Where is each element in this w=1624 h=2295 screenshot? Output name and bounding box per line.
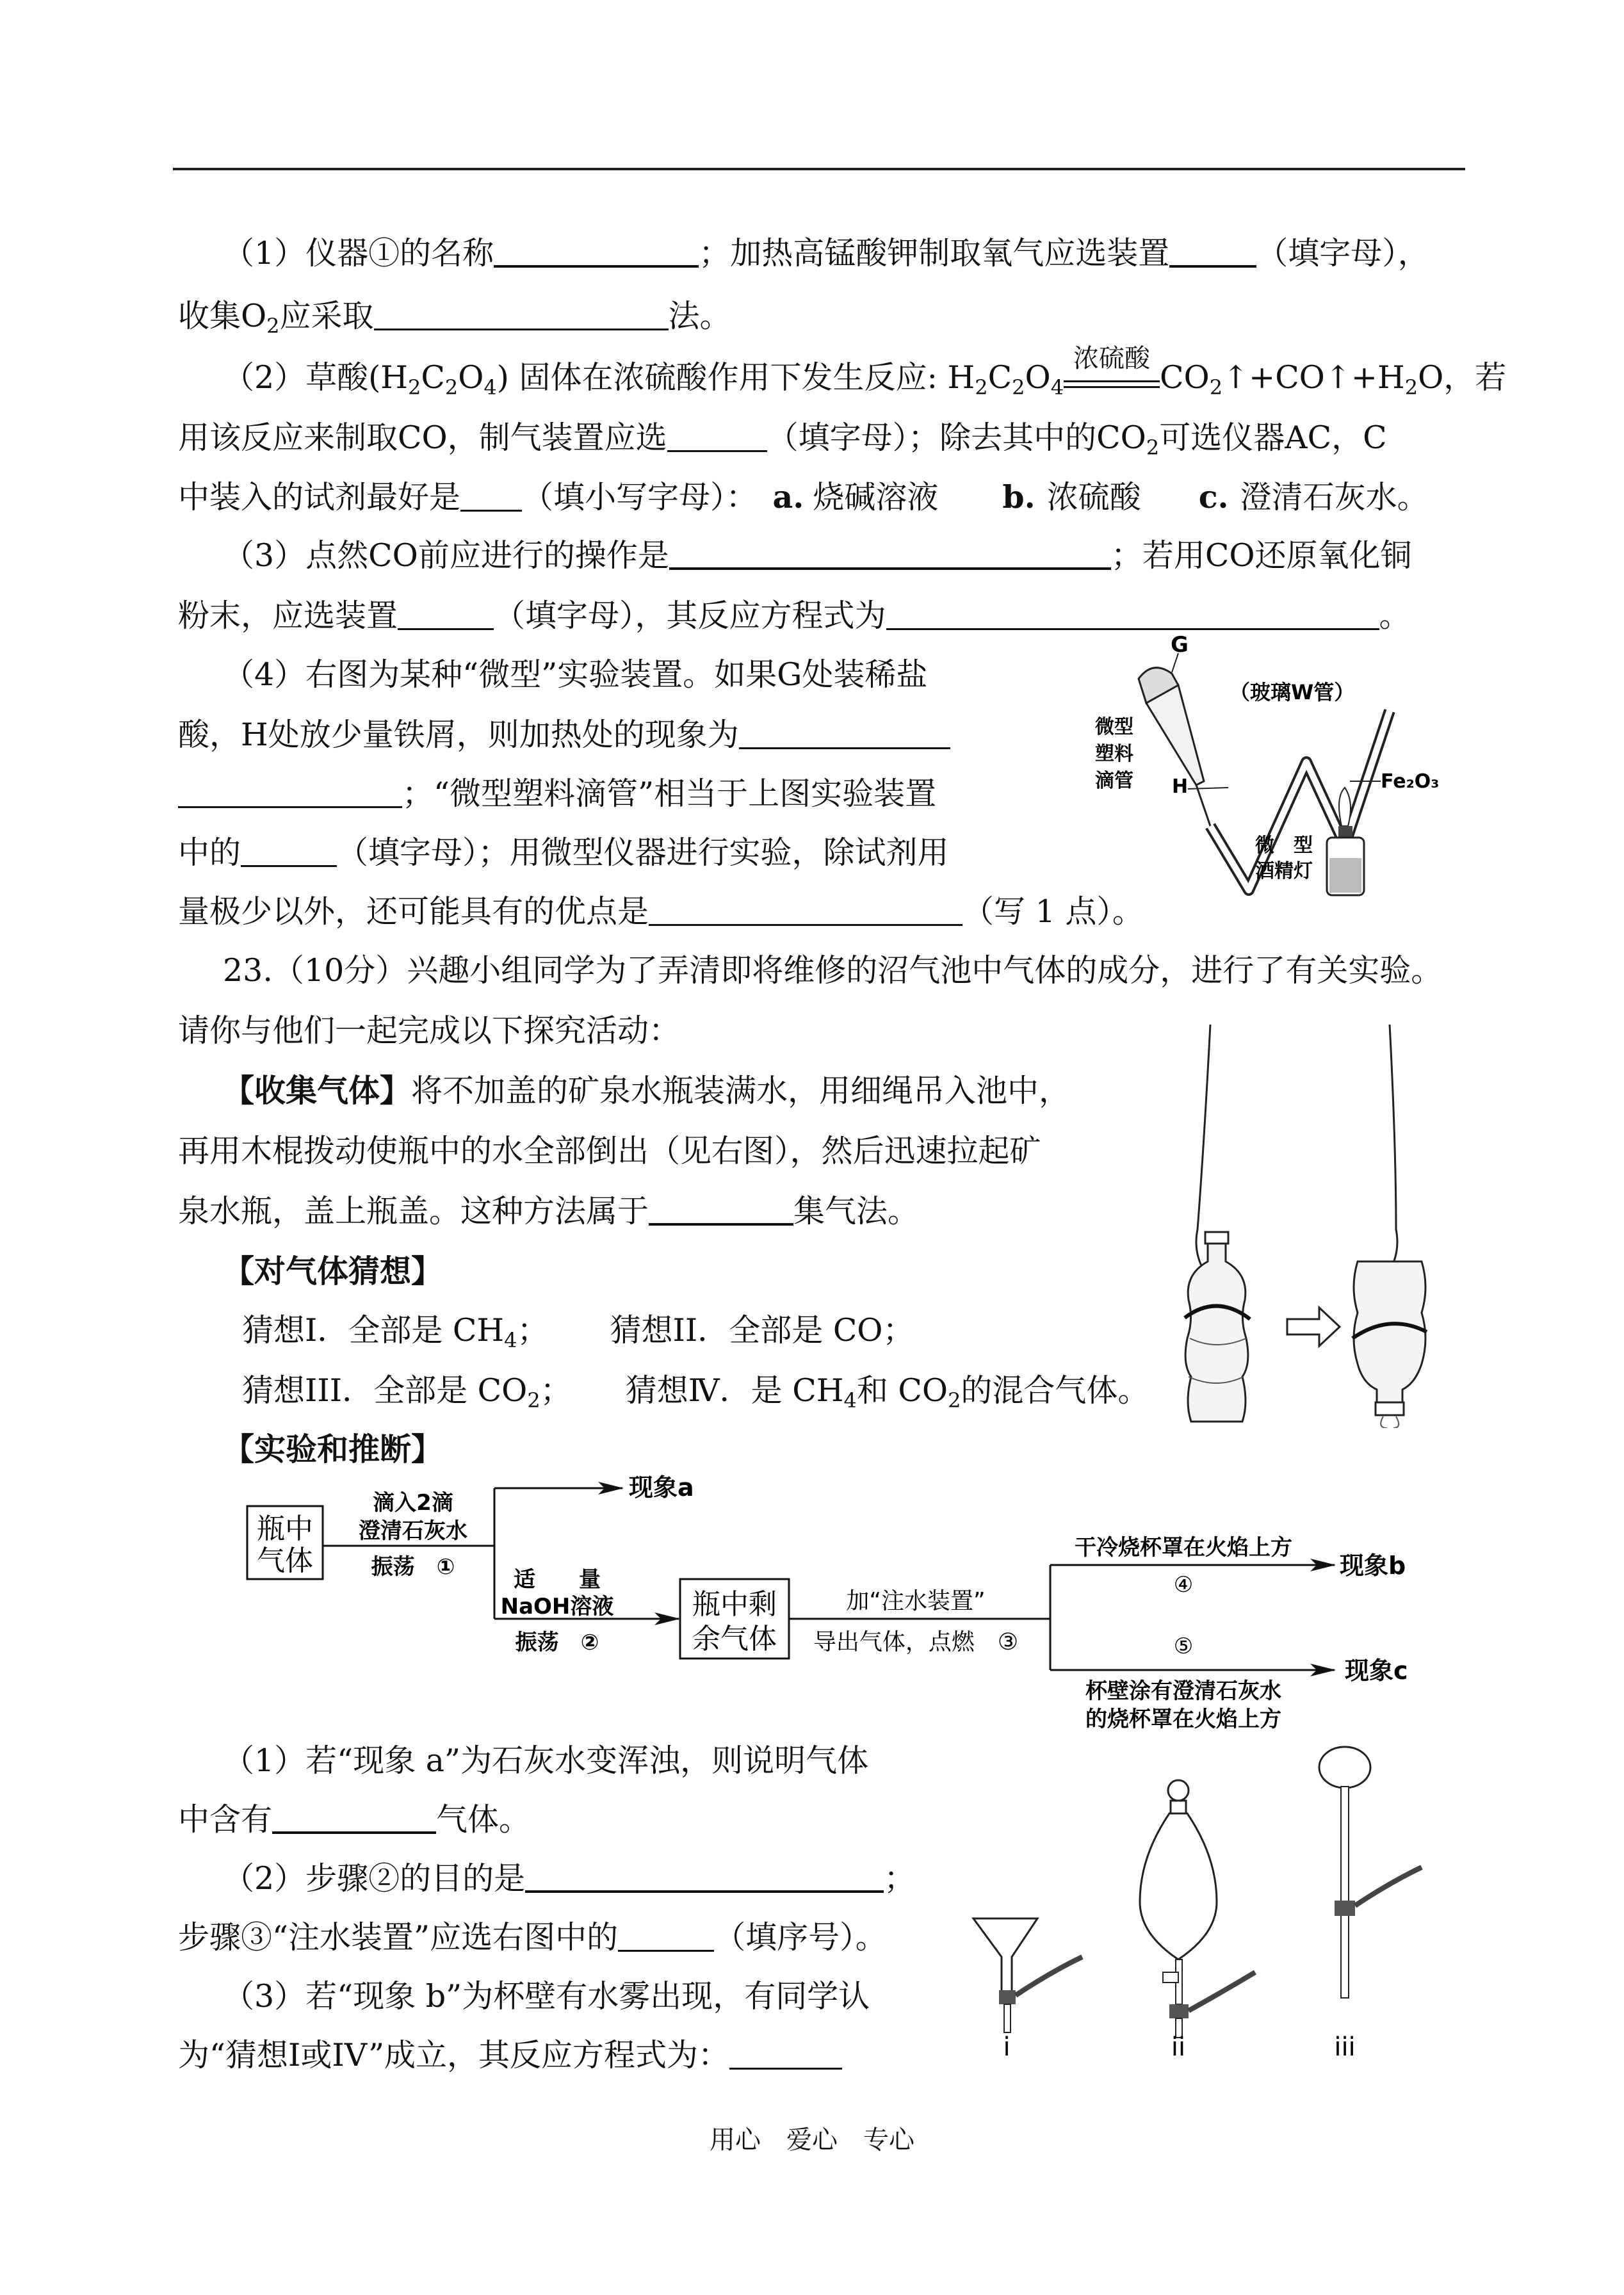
svg-text:ii: ii	[1171, 2032, 1186, 2062]
water-bottle-inverted	[1352, 1261, 1427, 1428]
q23-s3-line1: （3）若“现象 b”为杯壁有水雾出现，有同学认	[223, 1978, 870, 2015]
answer-blank[interactable]	[460, 480, 522, 512]
q23-s1-line1: （1）若“现象 a”为石灰水变浑浊，则说明气体	[223, 1742, 869, 1779]
q23-collect-line3: 泉水瓶，盖上瓶盖。这种方法属于 集气法。	[178, 1193, 920, 1229]
reaction-condition: 浓硫酸	[1073, 344, 1151, 373]
svg-text:i: i	[1003, 2032, 1011, 2062]
svg-text:澄清石灰水: 澄清石灰水	[359, 1518, 467, 1544]
water-bottle-upright	[1185, 1232, 1250, 1422]
svg-text:微 型: 微 型	[1255, 834, 1313, 857]
q22-part2-line3: 中装入的试剂最好是 （填小写字母）： a. 烧碱溶液 b. 浓硫酸 c. 澄清石灰水。	[178, 478, 1429, 515]
q22-part4-line2: 酸，H处放少量铁屑，则加热处的现象为	[178, 716, 950, 754]
svg-text:G: G	[1171, 634, 1189, 658]
svg-text:振荡 ②: 振荡 ②	[515, 1630, 599, 1655]
svg-text:酒精灯: 酒精灯	[1255, 860, 1313, 882]
answer-blank[interactable]	[649, 1194, 793, 1226]
svg-text:H: H	[1172, 775, 1189, 798]
q23-guess-line2: 猜想III．全部是 $CO_2$； 猜想Ⅳ．是 $CH_4$和 $CO_2$的混合气体。	[242, 1372, 1149, 1413]
answer-blank[interactable]	[649, 895, 962, 926]
answer-blank[interactable]	[729, 2038, 842, 2070]
q22-part4-line4: 中的 （填字母）；用微型仪器进行实验，除试剂用	[178, 834, 949, 871]
answer-blank[interactable]	[178, 777, 402, 808]
micro-apparatus-figure	[1082, 634, 1479, 903]
svg-text:气体: 气体	[257, 1545, 313, 1577]
svg-text:的烧杯罩在火焰上方: 的烧杯罩在火焰上方	[1085, 1707, 1281, 1732]
q23-s2-line1: （2）步骤②的目的是 ；	[223, 1860, 916, 1897]
svg-text:瓶中剩: 瓶中剩	[692, 1588, 777, 1621]
q22-part2-line1: （2）草酸$(H_2C_2O_4)$ 固体在浓硫酸作用下发生反应: $H_2C_2O_4$ 浓硫酸 $CO_2↑+CO↑+H_2O$，若	[223, 344, 1507, 400]
q23-collect-line2: 再用木棍拨动使瓶中的水全部倒出（见右图），然后迅速拉起矿	[178, 1133, 1041, 1169]
q23-guess-heading: 【对气体猜想】	[223, 1253, 443, 1290]
svg-text:⑤: ⑤	[1173, 1634, 1194, 1659]
micro-dropper	[1139, 668, 1210, 826]
svg-text:现象b: 现象b	[1340, 1552, 1406, 1580]
q23-guess-line1: 猜想I．全部是 $CH_4$； 猜想II．全部是 CO；	[242, 1312, 914, 1352]
answer-blank[interactable]	[374, 299, 669, 330]
answer-blank[interactable]	[669, 538, 1111, 570]
svg-text:NaOH溶液: NaOH溶液	[500, 1594, 614, 1619]
svg-text:余气体: 余气体	[692, 1623, 777, 1655]
svg-text:杯壁涂有澄清石灰水: 杯壁涂有澄清石灰水	[1085, 1678, 1281, 1704]
water-injection-devices-figure	[948, 1742, 1434, 2062]
answer-blank[interactable]	[398, 599, 494, 630]
q22-part1-line2: 收集$O_2$应采取 法。	[178, 298, 731, 338]
svg-text:加“注水装置”: 加“注水装置”	[846, 1588, 986, 1614]
answer-blank[interactable]	[739, 718, 950, 749]
svg-text:滴管: 滴管	[1095, 770, 1133, 792]
svg-text:导出气体，点燃 ③: 导出气体，点燃 ③	[813, 1629, 1019, 1655]
answer-blank[interactable]	[1169, 236, 1256, 268]
svg-text:滴入2滴: 滴入2滴	[373, 1490, 453, 1516]
q22-part4-line3: ；“微型塑料滴管”相当于上图实验装置	[178, 775, 936, 813]
footer: 用心 爱心 专心	[710, 2125, 914, 2155]
q22-part4-line1: （4）右图为某种“微型”实验装置。如果G处装稀盐	[223, 656, 928, 693]
funnel-i	[973, 1918, 1082, 2062]
q22-part2-line2: 用该反应来制取CO，制气装置应选 （填字母）；除去其中的$CO_2$可选仪器AC，C	[178, 419, 1387, 460]
svg-text:适 量: 适 量	[514, 1567, 601, 1593]
answer-blank[interactable]	[618, 1920, 714, 1952]
experiment-flowchart	[237, 1466, 1492, 1735]
q22-part3-line2: 粉末，应选装置 （填字母），其反应方程式为 。	[178, 597, 1411, 634]
answer-blank[interactable]	[667, 421, 767, 452]
separatory-funnel-ii	[1140, 1780, 1255, 2062]
svg-text:干冷烧杯罩在火焰上方: 干冷烧杯罩在火焰上方	[1075, 1535, 1292, 1561]
svg-text:（玻璃W管）: （玻璃W管）	[1230, 680, 1355, 704]
equals-sign	[1064, 380, 1160, 388]
q23-experiment-heading: 【实验和推断】	[223, 1431, 443, 1468]
answer-blank[interactable]	[886, 599, 1379, 630]
answer-blank[interactable]	[525, 1861, 884, 1893]
rope	[1377, 1025, 1397, 1287]
svg-text:现象c: 现象c	[1345, 1657, 1408, 1685]
q23-collect-line1: 【收集气体】将不加盖的矿泉水瓶装满水，用细绳吊入池中，	[223, 1073, 1071, 1109]
svg-text:iii: iii	[1334, 2032, 1356, 2062]
q23-intro: 请你与他们一起完成以下探究活动：	[178, 1012, 681, 1049]
q23-s1-line2: 中含有 气体。	[178, 1801, 531, 1838]
q23-s3-line2: 为“猜想I或IV”成立，其反应方程式为：	[178, 2036, 842, 2075]
svg-text:Fe₂O₃: Fe₂O₃	[1381, 770, 1440, 793]
bottle-collection-figure	[1172, 1018, 1441, 1428]
q23-s2-line2: 步骤③“注水装置”应选右图中的 （填序号）。	[178, 1919, 887, 1956]
svg-text:瓶中: 瓶中	[257, 1512, 313, 1545]
answer-blank[interactable]	[241, 836, 337, 867]
header-rule	[173, 168, 1465, 170]
svg-text:④: ④	[1173, 1572, 1194, 1598]
arrow-right-icon	[1287, 1308, 1340, 1346]
answer-blank[interactable]	[272, 1802, 436, 1834]
svg-text:现象a: 现象a	[629, 1473, 694, 1502]
q22-part3-line1: （3）点然CO前应进行的操作是 ；若用CO还原氧化铜	[223, 537, 1412, 574]
answer-blank[interactable]	[494, 236, 699, 268]
svg-text:塑料: 塑料	[1095, 743, 1133, 765]
q23-title: 23.（10分）兴趣小组同学为了弄清即将维修的沼气池中气体的成分，进行了有关实验。	[223, 952, 1443, 989]
long-neck-funnel-iii	[1319, 1747, 1422, 2062]
svg-text:振荡 ①: 振荡 ①	[371, 1554, 455, 1580]
svg-text:微型: 微型	[1095, 716, 1133, 738]
q22-part1-line1: （1）仪器①的名称 ；加热高锰酸钾制取氧气应选装置 （填字母），	[223, 235, 1429, 272]
q22-part4-line5: 量极少以外，还可能具有的优点是 （写 1 点）。	[178, 893, 1144, 930]
